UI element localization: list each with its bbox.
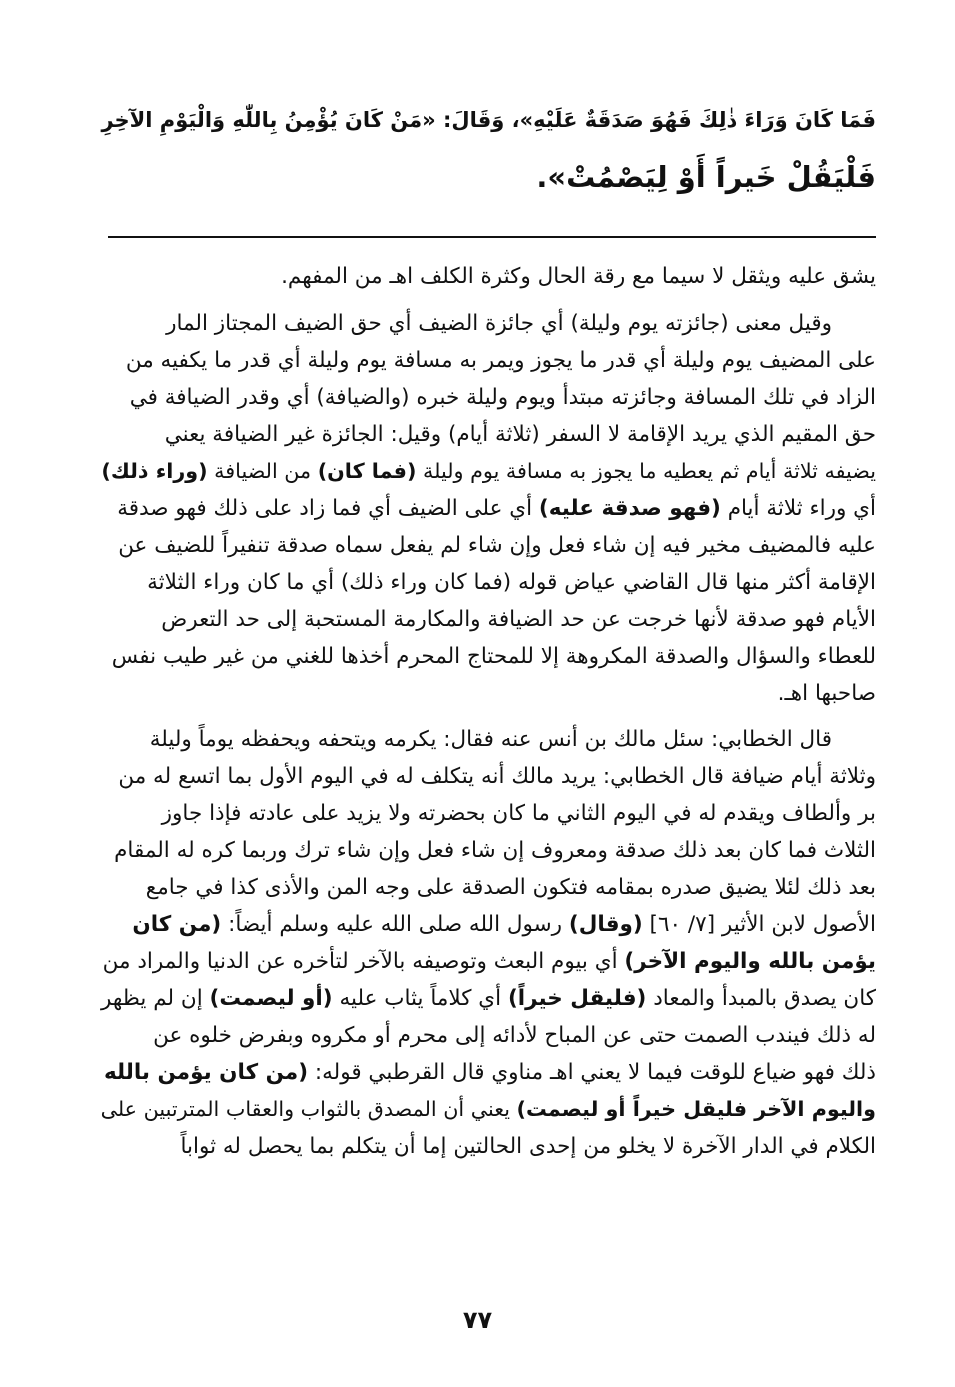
commentary-line: عليه فالمضيف مخير فيه إن شاء فعل وإن شاء لم يفعل سماه صدقة تنفيراً للضيف عن	[118, 533, 876, 558]
quoted-phrase: (فليقل خيراً)	[507, 986, 647, 1011]
commentary-line: الثلاث فما كان بعد ذلك صدقة ومعروف إن شاء فعل وإن شاء ترك وربما كره له المقام	[114, 838, 876, 863]
quoted-phrase: (وقال)	[568, 912, 643, 937]
commentary-line: بعد ذلك لئلا يضيق صدره بمقامه فتكون الصدقة على وجه المن والأذى كذا في جامع	[145, 875, 876, 900]
quoted-phrase: (من كان يؤمن بالله	[103, 1060, 309, 1085]
text-run: أي وراء ثلاثة أيام	[720, 496, 876, 521]
commentary-paragraph	[96, 305, 876, 712]
text-run: إن لم يظهر	[100, 986, 210, 1011]
text-run: رسول الله صلى الله عليه وسلم أيضاً:	[221, 912, 569, 937]
commentary-line: وقيل معنى (جائزته يوم وليلة) أي جائزة الضيف أي حق الضيف المجتاز المار	[166, 311, 832, 336]
text-run: أي على الضيف أي فما زاد على ذلك فهو صدقة	[117, 496, 539, 521]
hadith-line: فَلْيَقُلْ خَيراً أَوْ لِيَصْمُتْ».	[536, 160, 876, 194]
commentary-line: حق المقيم الذي يريد الإقامة لا السفر (ثلاثة أيام) وقيل: الجائزة غير الضيافة يعني	[164, 422, 876, 447]
hadith-text	[96, 92, 876, 206]
commentary-line: الزاد في تلك المسافة وجائزته مبتدأ ويوم وليلة خبره (والضيافة) أي وقدر الضيافة في	[129, 385, 876, 410]
quoted-phrase: (من كان	[132, 912, 222, 937]
commentary-line: له ذلك فيندب الصمت حتى عن المباح لأدائه إلى محرم أو مكروه وبفرض خلوه عن	[153, 1023, 876, 1048]
commentary-line: الكلام في الدار الآخرة لا يخلو من إحدى الحالتين إما أن يتكلم بما يحصل له ثواباً	[180, 1134, 876, 1159]
commentary-line	[96, 980, 876, 1017]
commentary-line: يشق عليه ويثقل لا سيما مع رقة الحال وكثرة الكلف اهـ من المفهم.	[281, 264, 876, 289]
commentary-line	[96, 1054, 876, 1091]
commentary-paragraph	[96, 258, 876, 295]
quoted-phrase: واليوم الآخر فليقل خيراً أو ليصمت)	[516, 1097, 876, 1121]
commentary-line: للعطاء والسؤال والصدقة المكروهة إلا للمحتاج المحرم أخذها للغني من غير طيب نفس	[111, 644, 876, 669]
commentary-line: صاحبها اهـ.	[777, 681, 876, 706]
commentary-line: على المضيف يوم وليلة أي قدر ما يجوز ويمر به مسافة يوم وليلة أي قدر ما يكفيه من	[125, 348, 876, 373]
text-run: من الضيافة	[207, 459, 318, 483]
quoted-phrase: (أو ليصمت)	[209, 986, 333, 1011]
text-run: يعني أن المصدق بالثواب والعقاب المترتبين على	[100, 1097, 517, 1121]
page-number: ٧٧	[462, 1306, 493, 1334]
text-run: ذلك فهو ضياع للوقت فيما لا يعني اهـ مناوي قال القرطبي قوله:	[308, 1060, 876, 1085]
text-run: الأصول لابن الأثير [٧/ ٦٠]	[642, 912, 876, 937]
hadith-line: فَمَا كَانَ وَرَاءَ ذٰلِكَ فَهُوَ صَدَقَةٌ عَلَيْهِ»، وَقَالَ: «مَنْ كَانَ يُؤْمِنُ بِاللّٰهِ وَالْيَوْمِ الآخِرِ	[101, 108, 876, 132]
commentary-line	[96, 1091, 876, 1128]
commentary	[96, 258, 876, 1165]
quoted-phrase: يؤمن بالله واليوم الآخر)	[624, 949, 876, 974]
commentary-line	[96, 490, 876, 527]
quoted-phrase: (وراء ذلك)	[101, 459, 208, 483]
footnote-separator	[108, 236, 876, 238]
commentary-line	[96, 453, 876, 490]
text-run: كان يصدق بالمبدأ والمعاد	[646, 986, 876, 1011]
text-run: أي كلاماً يثاب عليه	[332, 986, 508, 1011]
commentary-line: بر وألطاف ويقدم له في اليوم الثاني ما كان بحضرته ولا يزيد على عادته فإذا جاوز	[161, 801, 876, 826]
commentary-line: قال الخطابي: سئل مالك بن أنس عنه فقال: يكرمه ويتحفه ويحفظه يوماً وليلة	[149, 727, 832, 752]
commentary-line: الإقامة أكثر منها قال القاضي عياض قوله (فما كان وراء ذلك) أي ما كان وراء الثلاثة	[147, 570, 876, 595]
text-run: يضيفه ثلاثة أيام ثم يعطيه ما يجوز به مسافة يوم وليلة	[423, 459, 876, 483]
text-run: أي بيوم البعث وتوصيفه بالآخر لتأخره عن الدنيا والمراد من	[102, 949, 625, 974]
commentary-paragraph	[96, 721, 876, 1165]
commentary-line	[96, 906, 876, 943]
commentary-line: وثلاثة أيام ضيافة قال الخطابي: يريد مالك أنه يتكلف له في اليوم الأول بما اتسع له من	[118, 764, 876, 789]
quoted-phrase: (فما كان)	[317, 459, 417, 483]
commentary-line	[96, 943, 876, 980]
quoted-phrase: (فهو صدقة عليه)	[538, 496, 721, 521]
commentary-line: الأيام فهو صدقة لأنها خرجت عن حد الضيافة والمكارمة المستحبة إلى حد التعرض	[161, 607, 876, 632]
